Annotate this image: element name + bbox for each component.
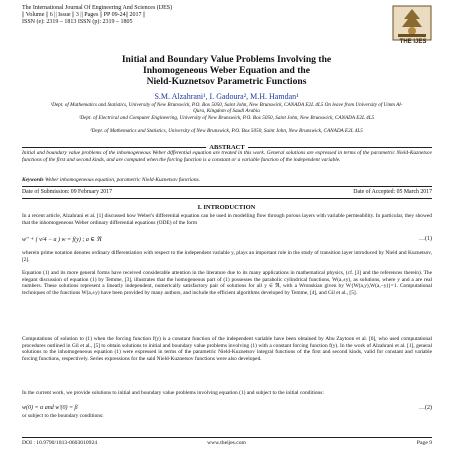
abstract-heading-text: ABSTRACT <box>206 144 247 151</box>
dates-row-right <box>22 189 432 195</box>
journal-name: The International Journal Of Engineering And Sciences (IJES) <box>22 5 173 11</box>
footer-page: Page 9 <box>416 440 432 446</box>
equation-1-number: …(1) <box>419 236 432 242</box>
footer-site: www.theijes.com <box>207 440 246 446</box>
footer-divider <box>22 437 432 438</box>
divider <box>22 186 432 187</box>
submission-date: Date of Submission: 09 February 2017 <box>22 189 113 195</box>
paper-title-line-3: Nield-Kuznetsov Parametric Functions <box>146 76 307 87</box>
intro-paragraph-3: Equation (1) and its more general forms have received considerable attention in the literature due to its many applications in mathematical physics, (cf. [3] and the references therein). The elegant discussion of equation (1) by Temme, [3], illustrates that the homogeneous part of (1) possesses the parabolic cylindrical functions, W(a,±y), as solutions, where y and a are real numbers. These solutions represent a linearly independent, numerically satisfactory pair of solutions for all y ∈ ℜ, with a Wronskian given by W{W(a,y),W(a,−y)}=1. Computational techniques of the functions W(a,±y) have been provided by many authors, and include the efficient algorithms developed by Temme, [4], and Gil et al., [5]. <box>22 270 432 296</box>
intro-paragraph-6: or subject to the boundary conditions: <box>22 413 104 419</box>
accepted-date: Date of Accepted: 05 March 2017 <box>353 189 432 195</box>
intro-paragraph-1: In a recent article, Alzahrani et al. [1] discussed how Weber's differential equation can be used in modelling flow through porous layers with variable permeability. In particular, they showed that the inhomogeneous Weber ordinary differential equations (ODE) of the form <box>22 213 432 226</box>
divider <box>22 198 432 199</box>
affiliation-3: ¹Dept. of Mathematics and Statistics, University of New Brunswick, P.O. Box 5050, Saint John, New Brunswick, CANADA E2L 4L5 <box>90 128 363 134</box>
intro-paragraph-5: In the current work, we provide solutions to initial and boundary value problems involving equation (1) and subject to the initial conditions: <box>22 390 324 396</box>
intro-paragraph-4: Computations of solution to (1) when the forcing function f(y) is a constant function of the independent variable have been obtained by Abu Zaytoon et al. [6], who used computational procedures outlined in Gil et al., [5] to obtain solutions to initial and boundary value problems involving (1) with a constant forcing function f(y). In the work of Alzahrani et al. [1], general solutions to the inhomogeneous equation (1) were expressed in terms of the parametric Nield-Kuznetsov integral functions of the first and second kinds, valid for constant and variable forcing functions, respectively. Series expressions for the said Nield-Kuznetsov functions were also developed. <box>22 336 432 362</box>
paper-authors: S.M. Alzahrani¹, I. Gadoura², M.H. Hamdan¹ <box>154 92 299 101</box>
journal-volume: || Volume || 6 || Issue || 3 || Pages || PP 09-24|| 2017 || <box>22 12 146 18</box>
paper-title-line-1: Initial and Boundary Value Problems Involving the <box>121 54 332 65</box>
keywords-label: Keywords <box>22 177 44 183</box>
journal-logo <box>392 5 432 41</box>
journal-issn: ISSN (e): 2319 – 1813 ISSN (p): 2319 – 1805 <box>22 19 133 25</box>
abstract-text: Initial and boundary value problems of the inhomogeneous Weber differential equation are treated in this work. General solutions are expressed in terms of the parametric Nield-Kuznetsov functions of the first and second kinds, and are computed when the forcing function is a constant or a variable function of the independent variable. <box>22 150 432 163</box>
section-heading: I. INTRODUCTION <box>197 204 256 211</box>
footer-doi: DOI : 10.9790/1813-0603010924 <box>22 440 98 446</box>
equation-2: w(0) = α and w'(0) = β <box>22 405 78 411</box>
intro-paragraph-2: wherein prime notation denotes ordinary differentiation with respect to the independent variable y, plays an important role in the study of transition layer introduced by Nield and Kuznetsov, [2]. <box>22 250 432 263</box>
affiliation-1: ¹Dept. of Mathematics and Statistics, University of New Brunswick, P.O. Box 5050, Saint John, New Brunswick, CANADA E2L 4L5 On leave from University of Umm Al-Qura, Kingdom of Saudi Arabia <box>50 102 403 115</box>
affiliation-2: ²Dept. of Electrical and Computer Engineering, University of New Brunswick, P.O. Box 5050, Saint John, New Brunswick, CANADA E2L 4L5 <box>78 115 375 121</box>
equation-1: w'' + ( ν/4 − a ) w = f(y) ; a ∈ ℜ <box>22 237 102 243</box>
logo-text: THE IJES <box>399 39 427 45</box>
paper-title-line-2: Inhomogeneous Weber Equation and the <box>142 65 311 76</box>
keywords-text: Weber inhomogeneous equation, parametric Nield-Kuznetsov functions. <box>44 177 200 183</box>
equation-2-number: …(2) <box>419 405 432 411</box>
keywords <box>22 177 432 184</box>
